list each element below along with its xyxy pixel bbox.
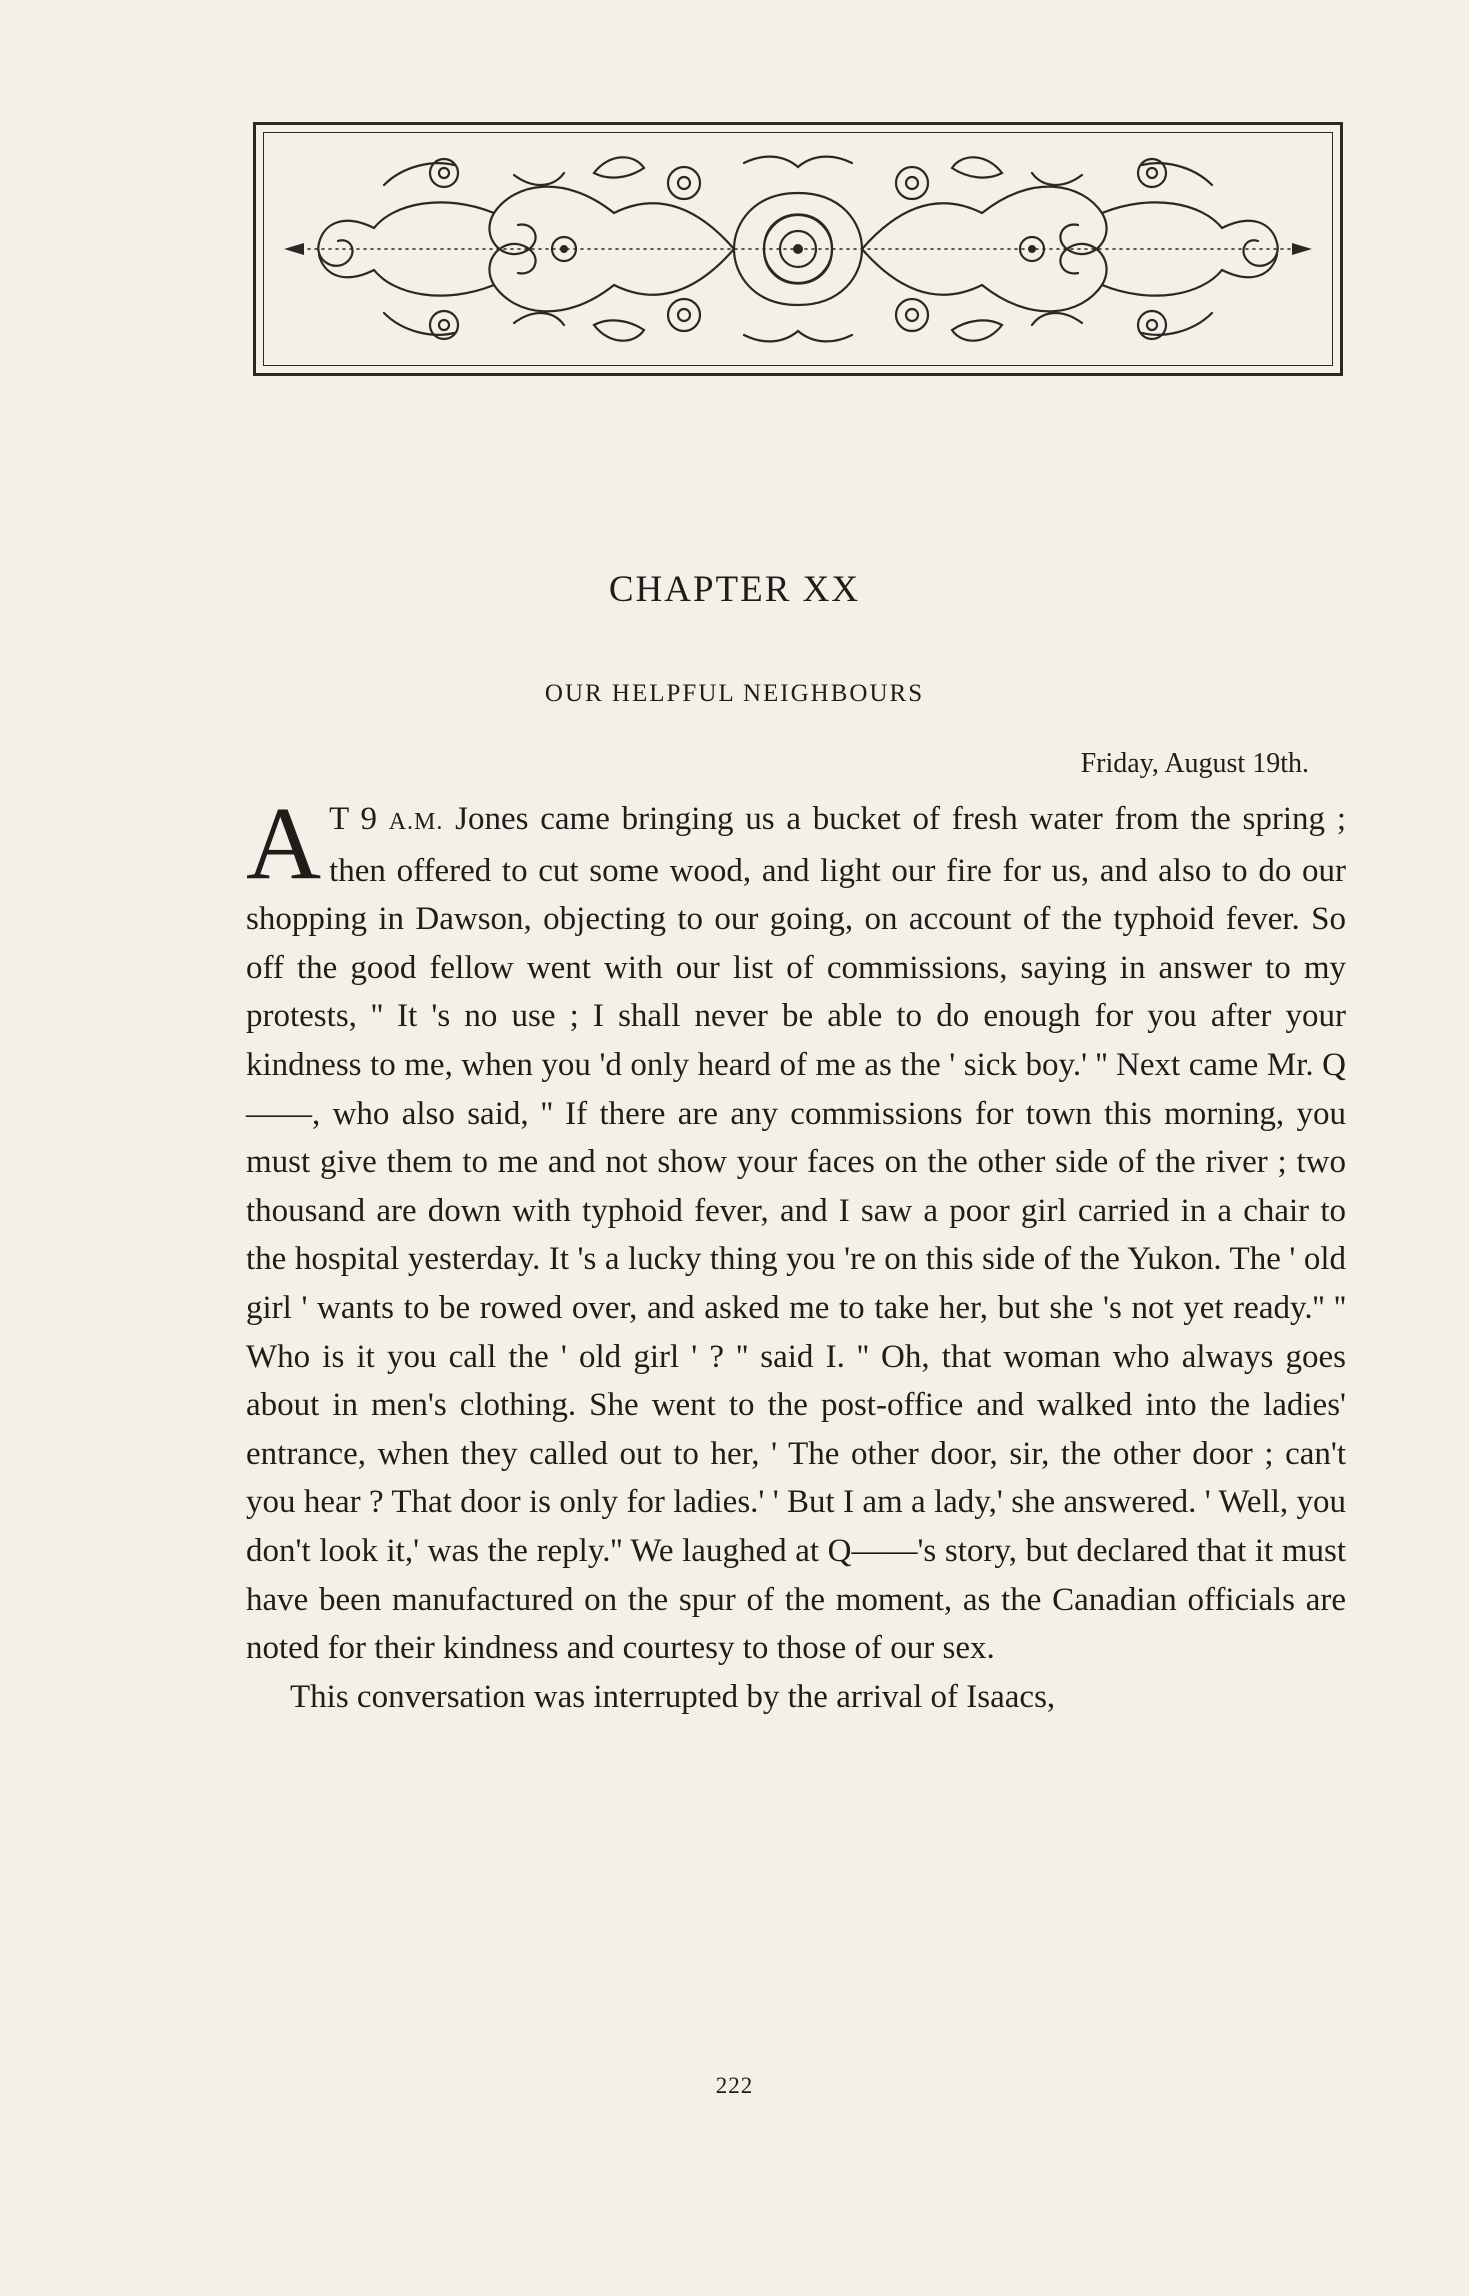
headpiece-frame — [263, 132, 1333, 366]
chapter-subtitle: OUR HELPFUL NEIGHBOURS — [544, 680, 925, 707]
page-number: 222 — [715, 2073, 754, 2098]
paragraph-1 — [246, 786, 1347, 1673]
ornamental-headpiece — [253, 122, 1343, 376]
chapter-title: CHAPTER XX — [608, 569, 861, 610]
body-text — [246, 786, 1347, 1721]
ornamental-scroll-icon — [264, 133, 1332, 365]
drop-cap: A — [246, 786, 322, 901]
paragraph-1-text: Jones came bringing us a bucket of fresh water from the spring ; then offered to cut some wood, and light our fire for us, and also to do our shopping in Dawson, objecting to our going, on account of the typhoid fever. So off the good fellow went with our list of commissions, saying in answer to my protests, '' It 's no use ; I shall never be able to do enough for you after your kindness to me, when you 'd only heard of me as the ' sick boy.' '' Next came Mr. Q——, who also said, '' If there are any commissions for town this morning, you must give them to me and not show your faces on the other side of the river ; two thousand are down with typhoid fever, and I saw a poor girl carried in a chair to the hospital yesterday. It 's a lucky thing you 're on this side of the Yukon. The ' old girl ' wants to be rowed over, and asked me to take her, but she 's not yet ready.'' '' Who is it you call the ' old girl ' ? '' said I. '' Oh, that woman who always goes about in men's clothing. She went to the post-office and walked into the ladies' entrance, when they called out to her, ' The other door, sir, the other door ; can't you hear ? That door is only for ladies.' ' But I am a lady,' she answered. ' Well, you don't look it,' was the reply.'' We laughed at Q——'s story, but declared that it must have been manufactured on the spur of the moment, as the Canadian officials are noted for their kindness and courtesy to those of our sex. — [246, 801, 1347, 1667]
first-word-rest: T 9 — [329, 801, 389, 837]
dateline: Friday, August 19th. — [1080, 748, 1309, 779]
time-small-caps: A.M. — [388, 809, 444, 835]
paragraph-2: This conversation was interrupted by the arrival of Isaacs, — [290, 1678, 1056, 1715]
